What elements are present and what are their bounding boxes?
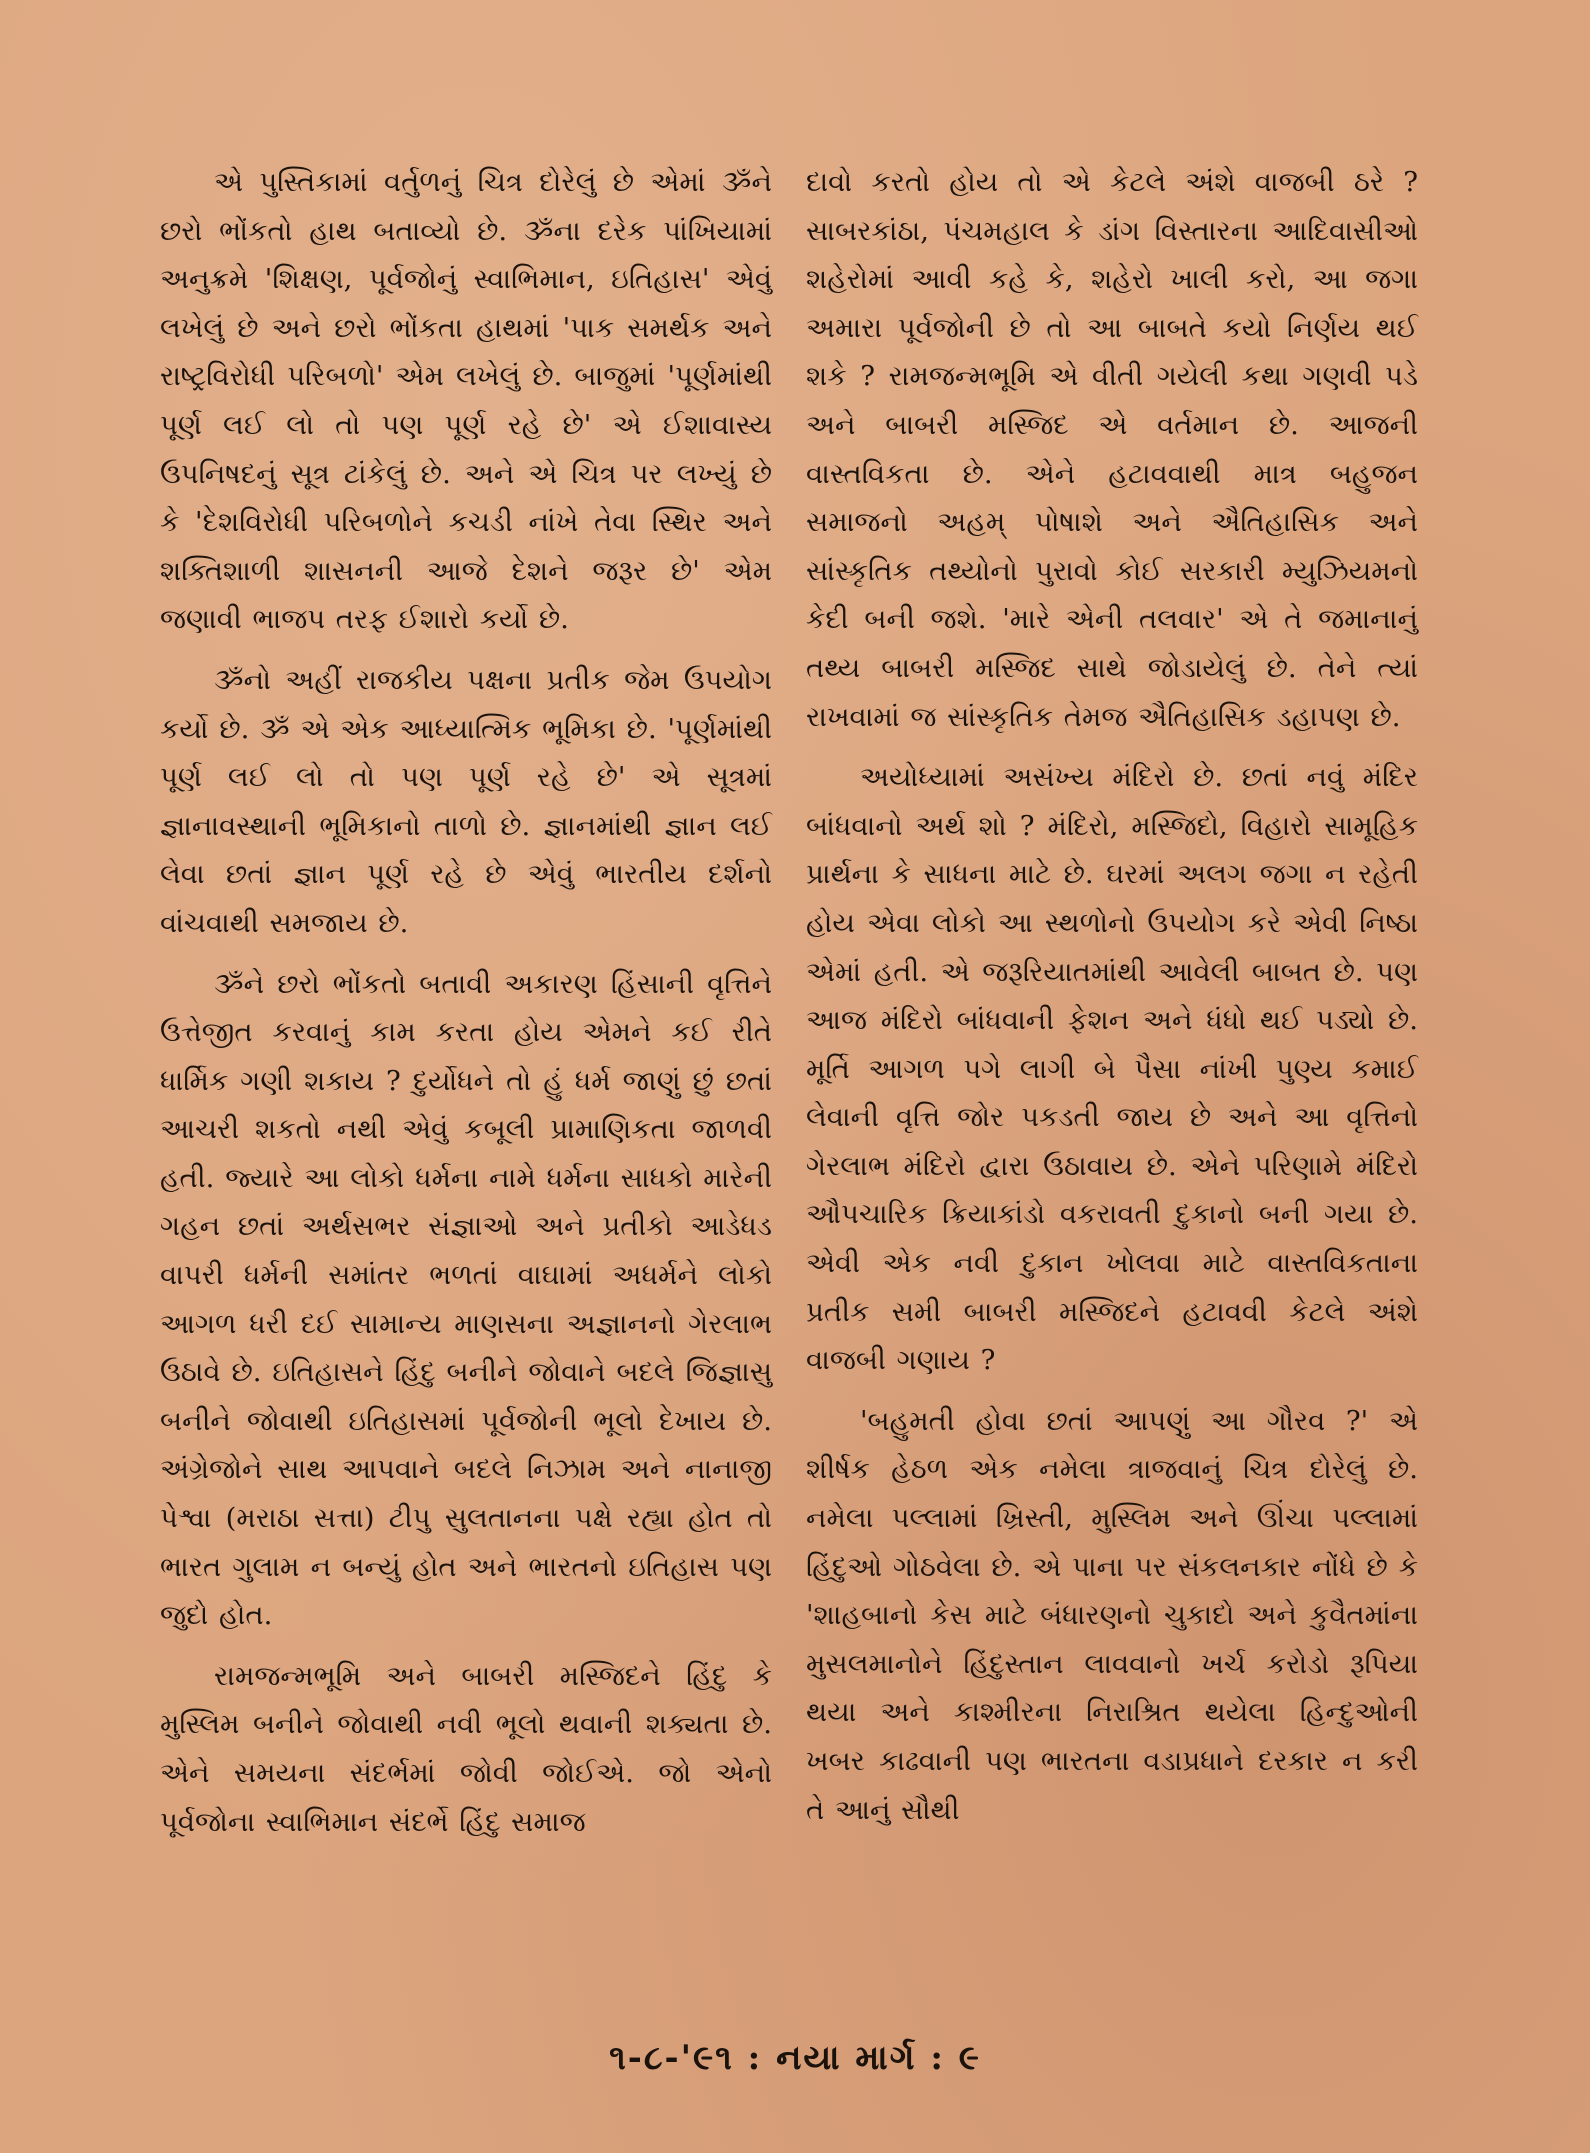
paragraph: એ પુસ્તિકામાં વર્તુળનું ચિત્ર દોરેલું છે એમાં ૐને છરો ભોંકતો હાથ બતાવ્યો છે. ૐના દરેક પાંખિયામાં અનુક્રમે 'શિક્ષણ, પૂર્વજોનું સ્વાભિમાન, ઇતિહાસ' એવું લખેલું છે અને છરો ભોંકતા હાથમાં 'પાક સમર્થક અને રાષ્ટ્રવિરોધી પરિબળો' એમ લખેલું છે. બાજુમાં 'પૂર્ણમાંથી પૂર્ણ લઈ લો તો પણ પૂર્ણ રહે છે' એ ઈશાવાસ્ય ઉપનિષદનું સૂત્ર ટાંકેલું છે. અને એ ચિત્ર પર લખ્યું છે કે 'દેશવિરોધી પરિબળોને કચડી નાંખે તેવા સ્થિર અને શક્તિશાળી શાસનની આજે દેશને જરૂર છે' એમ જણાવી ભાજપ તરફ ઈશારો કર્યો છે. xyxy=(160,166,772,636)
paragraph: અયોધ્યામાં અસંખ્ય મંદિરો છે. છતાં નવું મંદિર બાંધવાનો અર્થ શો ? મંદિરો, મસ્જિદો, વિહારો સામૂહિક પ્રાર્થના કે સાધના માટે છે. ઘરમાં અલગ જગા ન રહેતી હોય એવા લોકો આ સ્થળોનો ઉપયોગ કરે એવી નિષ્ઠા એમાં હતી. એ જરૂરિયાતમાંથી આવેલી બાબત છે. પણ આજ મંદિરો બાંધવાની ફેશન અને ધંધો થઈ પડ્યો છે. મૂર્તિ આગળ પગે લાગી બે પૈસા નાંખી પુણ્ય કમાઈ લેવાની વૃત્તિ જોર પકડતી જાય છે અને આ વૃત્તિનો ગેરલાભ મંદિરો દ્વારા ઉઠાવાય છે. એને પરિણામે મંદિરો ઔપચારિક ક્રિયાકાંડો વકરાવતી દુકાનો બની ગયા છે. એવી એક નવી દુકાન ખોલવા માટે વાસ્તવિકતાના પ્રતીક સમી બાબરી મસ્જિદને હટાવવી કેટલે અંશે વાજબી ગણાય ? xyxy=(806,761,1418,1377)
paragraph: રામજન્મભૂમિ અને બાબરી મસ્જિદને હિંદુ કે મુસ્લિમ બનીને જોવાથી નવી ભૂલો થવાની શક્યતા છે. એને સમયના સંદર્ભમાં જોવી જોઈએ. જો એનો પૂર્વજોના સ્વાભિમાન સંદર્ભે હિંદુ સમાજ xyxy=(160,1659,772,1838)
paragraph: ૐનો અહીં રાજકીય પક્ષના પ્રતીક જેમ ઉપયોગ કર્યો છે. ૐ એ એક આધ્યાત્મિક ભૂમિકા છે. 'પૂર્ણમાંથી પૂર્ણ લઈ લો તો પણ પૂર્ણ રહે છે' એ સૂત્રમાં જ્ઞાનાવસ્થાની ભૂમિકાનો તાળો છે. જ્ઞાનમાંથી જ્ઞાન લઈ લેવા છતાં જ્ઞાન પૂર્ણ રહે છે એવું ભારતીય દર્શનો વાંચવાથી સમજાય છે. xyxy=(160,663,772,939)
page-footer: ૧-૮-'૯૧ : નયા માર્ગ : ૯ xyxy=(609,2038,981,2078)
right-column xyxy=(806,158,1418,1846)
paragraph: ૐને છરો ભોંકતો બતાવી અકારણ હિંસાની વૃત્તિને ઉત્તેજીત કરવાનું કામ કરતા હોય એમને કઈ રીતે ધાર્મિક ગણી શકાય ? દુર્યોધને તો હું ધર્મ જાણું છું છતાં આચરી શકતો નથી એવું કબૂલી પ્રામાણિકતા જાળવી હતી. જ્યારે આ લોકો ધર્મના નામે ધર્મના સાધકો મારેની ગહન છતાં અર્થસભર સંજ્ઞાઓ અને પ્રતીકો આડેધડ વાપરી ધર્મની સમાંતર ભળતાં વાઘામાં અધર્મને લોકો આગળ ધરી દઈ સામાન્ય માણસના અજ્ઞાનનો ગેરલાભ ઉઠાવે છે. ઇતિહાસને હિંદુ બનીને જોવાને બદલે જિજ્ઞાસુ બનીને જોવાથી ઇતિહાસમાં પૂર્વજોની ભૂલો દેખાય છે. અંગ્રેજોને સાથ આપવાને બદલે નિઝામ અને નાનાજી પેશ્વા (મરાઠા સત્તા) ટીપુ સુલતાનના પક્ષે રહ્યા હોત તો ભારત ગુલામ ન બન્યું હોત અને ભારતનો ઇતિહાસ પણ જુદો હોત. xyxy=(160,967,772,1632)
paragraph: 'બહુમતી હોવા છતાં આપણું આ ગૌરવ ?' એ શીર્ષક હેઠળ એક નમેલા ત્રાજવાનું ચિત્ર દોરેલું છે. નમેલા પલ્લામાં ખ્રિસ્તી, મુસ્લિમ અને ઊંચા પલ્લામાં હિંદુઓ ગોઠવેલા છે. એ પાના પર સંકલનકાર નોંધે છે કે 'શાહબાનો કેસ માટે બંધારણનો ચુકાદો અને કુવૈતમાંના મુસલમાનોને હિંદુસ્તાન લાવવાનો ખર્ચ કરોડો રૂપિયા થયા અને કાશ્મીરના નિરાશ્રિત થયેલા હિન્દુઓની ખબર કાઢવાની પણ ભારતના વડાપ્રધાને દરકાર ન કરી તે આનું સૌથી xyxy=(806,1404,1418,1826)
left-column xyxy=(160,158,772,1858)
paragraph: દાવો કરતો હોય તો એ કેટલે અંશે વાજબી ઠરે ? સાબરકાંઠા, પંચમહાલ કે ડાંગ વિસ્તારના આદિવાસીઓ શહેરોમાં આવી કહે કે, શહેરો ખાલી કરો, આ જગા અમારા પૂર્વજોની છે તો આ બાબતે કયો નિર્ણય થઈ શકે ? રામજન્મભૂમિ એ વીતી ગયેલી કથા ગણવી પડે અને બાબરી મસ્જિદ એ વર્તમાન છે. આજની વાસ્તવિકતા છે. એને હટાવવાથી માત્ર બહુજન સમાજનો અહમ્ પોષાશે અને ઐતિહાસિક અને સાંસ્કૃતિક તથ્યોનો પુરાવો કોઈ સરકારી મ્યુઝિયમનો કેદી બની જશે. 'મારે એની તલવાર' એ તે જમાનાનું તથ્ય બાબરી મસ્જિદ સાથે જોડાયેલું છે. તેને ત્યાં રાખવામાં જ સાંસ્કૃતિક તેમજ ઐતિહાસિક ડહાપણ છે. xyxy=(806,166,1418,733)
